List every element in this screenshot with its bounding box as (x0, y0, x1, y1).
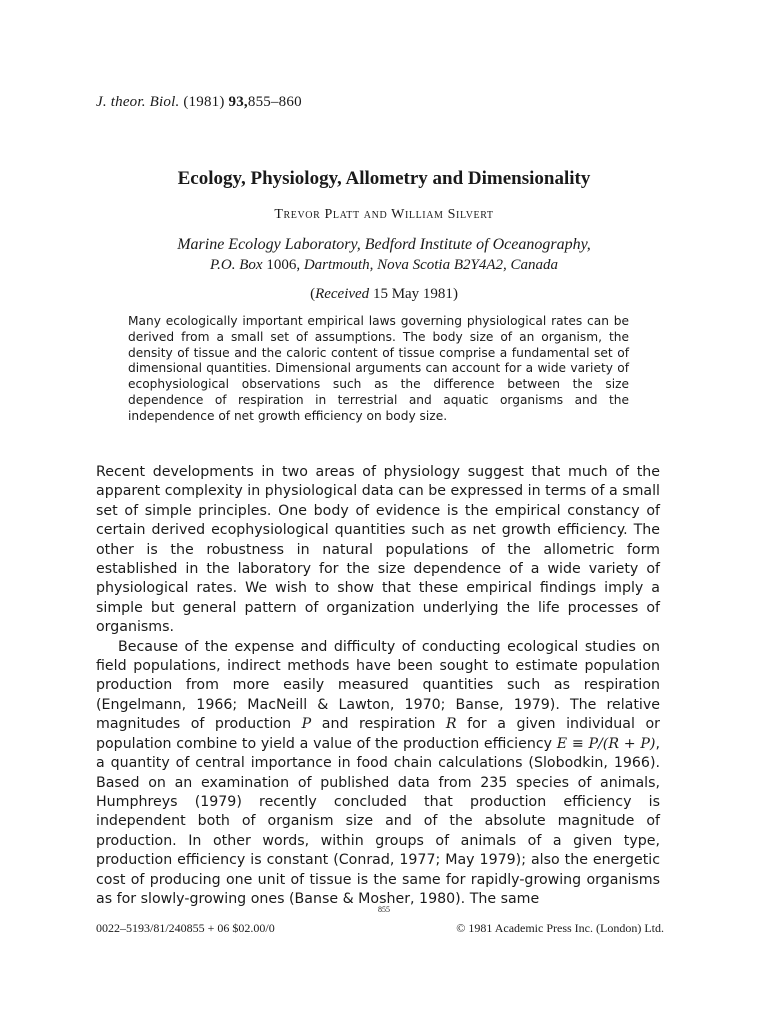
paragraph-2-text-1: Because of the expense and difficulty of conducting ecological studies on field populations, indirect methods have been sought to estimate population production from more easily measured quantities such as respiration (Engelmann, 1966; MacNeill & Lawton, 1970; Banse, 1979). The relative magnitudes of production (96, 638, 660, 733)
affiliation-postcode: B2Y4A2, (453, 257, 507, 273)
paragraph-2-text-2: and respiration (311, 716, 446, 733)
footer-copyright: © 1981 Academic Press Inc. (London) Ltd. (456, 921, 664, 935)
received-label: Received (315, 286, 370, 302)
affiliation-box-number: 1006, (266, 257, 301, 273)
affiliation-box-prefix: P.O. Box (209, 257, 263, 273)
symbol-r: R (445, 716, 457, 733)
affiliation-line-1: Marine Ecology Laboratory, Bedford Institute of Oceanography, (177, 236, 591, 253)
received-date (0, 286, 768, 303)
journal-volume: 93, (228, 94, 248, 110)
affiliation-town: Dartmouth, Nova Scotia (303, 257, 451, 273)
received-date-value: 15 May 1981 (372, 286, 453, 302)
journal-name: J. theor. Biol. (96, 94, 180, 110)
affiliation-country: Canada (510, 257, 559, 273)
paragraph-2-text-5: , a quantity of central importance in food chain calculations (Slobodkin, 1966). Based on an examination of published data from 235 species of animals, Humphreys (1979) recently concluded that production efficiency is independent both of organism size and of the absolute magnitude of production. In other words, within groups of animals of a given type, production efficiency is constant (Conrad, 1977; May 1979); also the energetic cost of producing one unit of tissue is the same for rapidly-growing organisms as for slowly-growing ones (Banse & Mosher, 1980). The same (96, 735, 660, 907)
footer-code: 0022–5193/81/240855 + 06 $02.00/0 (96, 921, 275, 935)
body-paragraph-2 (96, 638, 660, 910)
efficiency-formula: P/(R + P) (588, 735, 656, 752)
abstract: Many ecologically important empirical laws governing physiological rates can be derived from a small set of assumptions. The body size of an organism, the density of tissue and the caloric content of tissue comprise a fundamental set of dimensional quantities. Dimensional arguments can account for a wide variety of ecophysiological observations such as the difference between the size dependence of respiration in terrestrial and aquatic organisms and the independence of net growth efficiency on body size. (128, 314, 629, 423)
received-open-paren: ( (310, 286, 316, 302)
journal-pages: 855–860 (247, 94, 302, 110)
journal-citation (96, 94, 302, 111)
article-body (96, 463, 660, 909)
paragraph-2-text-3: for a given individual or population combine to yield a value of the production efficiency (96, 716, 660, 752)
article-title: Ecology, Physiology, Allometry and Dimensionality (177, 168, 591, 189)
symbol-e: E (556, 735, 568, 752)
article-authors: Trevor Platt and William Silvert (274, 207, 494, 222)
affiliation-line-2 (0, 257, 768, 274)
body-paragraph-1: Recent developments in two areas of physiology suggest that much of the apparent complexity in physiological data can be expressed in terms of a small set of simple principles. One body of evidence is the empirical constancy of certain derived ecophysiological quantities such as net growth efficiency. The other is the robustness in natural populations of the allometric form established in the laboratory for the size dependence of a wide variety of physiological rates. We wish to show that these empirical findings imply a simple but general pattern of organization underlying the life processes of organisms. (96, 464, 660, 636)
received-close-paren: ) (452, 286, 458, 302)
paragraph-2-equiv: ≡ (567, 735, 589, 752)
page-number: 855 (378, 905, 390, 914)
symbol-p: P (301, 716, 312, 733)
journal-year: (1981) (183, 94, 225, 110)
